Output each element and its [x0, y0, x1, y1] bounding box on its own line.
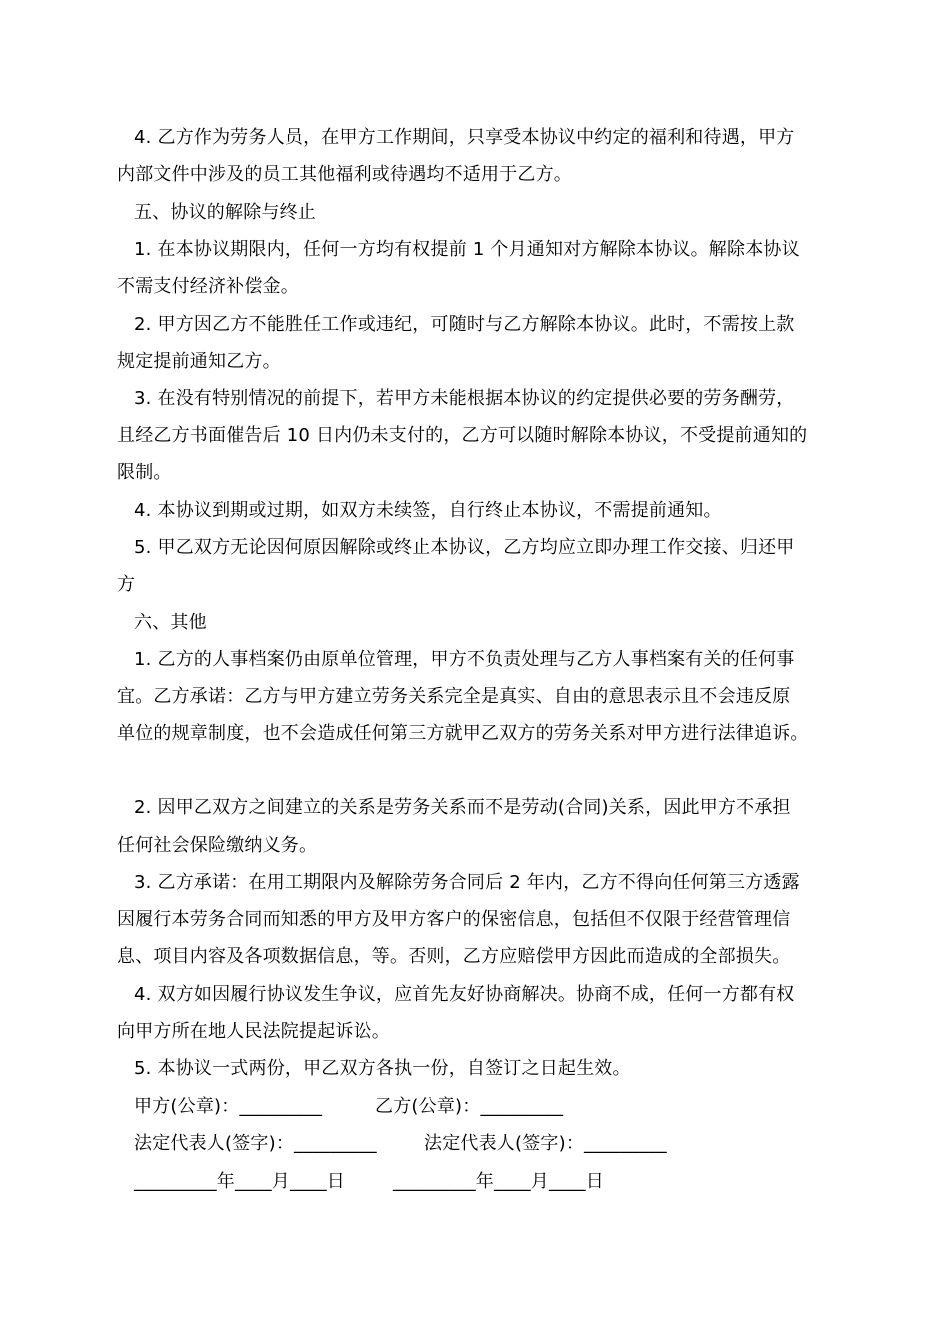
termination-clause-1-line-1: 1. 在本协议期限内，任何一方均有权提前 1 个月通知对方解除本协议。解除本协议	[134, 239, 800, 260]
termination-clause-4: 4. 本协议到期或过期，如双方未续签，自行终止本协议，不需提前通知。	[134, 500, 722, 521]
other-clause-2-line-1: 2. 因甲乙双方之间建立的关系是劳务关系而不是劳动(合同)关系，因此甲方不承担	[134, 797, 791, 818]
termination-clause-2-line-1: 2. 甲方因乙方不能胜任工作或违纪，可随时与乙方解除本协议。此时，不需按上款	[134, 314, 795, 335]
termination-clause-5-line-2: 方	[117, 574, 136, 595]
other-clause-1-line-2: 宜。乙方承诺：乙方与甲方建立劳务关系完全是真实、自由的意思表示且不会违反原	[117, 686, 791, 707]
section-heading-other: 六、其他	[134, 612, 207, 633]
other-clause-3-line-3: 息、项目内容及各项数据信息，等。否则，乙方应赔偿甲方因此而造成的全部损失。	[117, 946, 791, 967]
other-clause-2-line-2: 任何社会保险缴纳义务。	[117, 835, 318, 856]
termination-clause-5-line-1: 5. 甲乙双方无论因何原因解除或终止本协议，乙方均应立即办理工作交接、归还甲	[134, 537, 795, 558]
party-b-seal-field: 乙方(公章)：_________	[375, 1096, 564, 1117]
other-clause-4-line-1: 4. 双方如因履行协议发生争议，应首先友好协商解决。协商不成，任何一方都有权	[134, 984, 795, 1005]
termination-clause-2-line-2: 规定提前通知乙方。	[117, 351, 281, 372]
other-clause-3-line-1: 3. 乙方承诺：在用工期限内及解除劳务合同后 2 年内，乙方不得向任何第三方透露	[134, 872, 800, 893]
party-a-date-field: _________年____月____日	[134, 1171, 345, 1192]
termination-clause-3-line-2: 且经乙方书面催告后 10 日内仍未支付的，乙方可以随时解除本协议，不受提前通知的	[117, 425, 808, 446]
party-b-date-field: _________年____月____日	[393, 1171, 604, 1192]
clause-4-line-2: 内部文件中涉及的员工其他福利或待遇均不适用于乙方。	[117, 164, 572, 185]
termination-clause-1-line-2: 不需支付经济补偿金。	[117, 276, 299, 297]
other-clause-1-line-1: 1. 乙方的人事档案仍由原单位管理，甲方不负责处理与乙方人事档案有关的任何事	[134, 649, 795, 670]
party-b-representative-field: 法定代表人(签字)：_________	[424, 1133, 667, 1154]
other-clause-1-line-3: 单位的规章制度，也不会造成任何第三方就甲乙双方的劳务关系对甲方进行法律追诉。	[117, 723, 809, 744]
other-clause-4-line-2: 向甲方所在地人民法院提起诉讼。	[117, 1021, 390, 1042]
termination-clause-3-line-1: 3. 在没有特别情况的前提下，若甲方未能根据本协议的约定提供必要的劳务酬劳，	[134, 388, 795, 409]
party-a-representative-field: 法定代表人(签字)：_________	[134, 1133, 377, 1154]
clause-4-line-1: 4. 乙方作为劳务人员，在甲方工作期间，只享受本协议中约定的福利和待遇，甲方	[134, 127, 795, 148]
termination-clause-3-line-3: 限制。	[117, 462, 172, 483]
party-a-seal-field: 甲方(公章)：_________	[134, 1096, 323, 1117]
other-clause-3-line-2: 因履行本劳务合同而知悉的甲方及甲方客户的保密信息，包括但不仅限于经营管理信	[117, 909, 791, 930]
section-heading-termination: 五、协议的解除与终止	[134, 202, 316, 223]
other-clause-5: 5. 本协议一式两份，甲乙双方各执一份，自签订之日起生效。	[134, 1058, 631, 1079]
